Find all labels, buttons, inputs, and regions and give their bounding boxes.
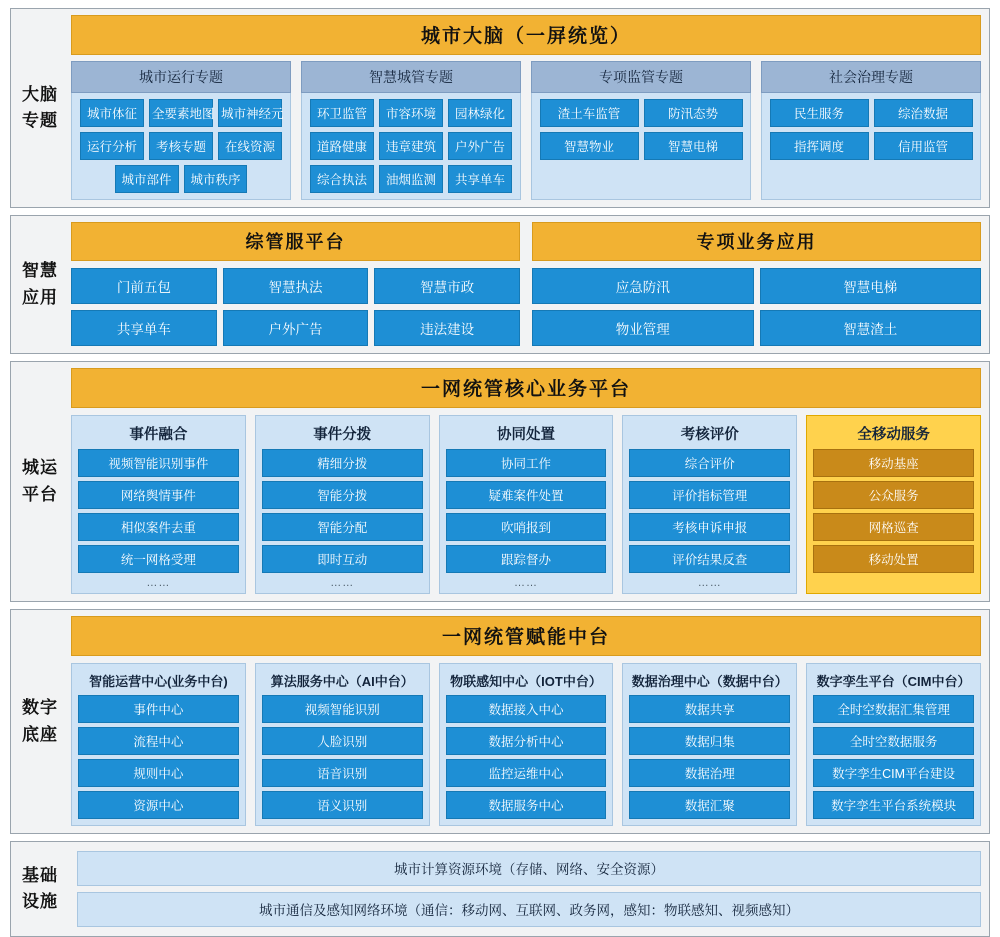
platform-chip[interactable]: 移动处置 bbox=[813, 545, 974, 573]
foundation-chip[interactable]: 语音识别 bbox=[262, 759, 423, 787]
foundation-chip[interactable]: 流程中心 bbox=[78, 727, 239, 755]
platform-more-indicator: …… bbox=[146, 577, 171, 589]
city-brain-title: 城市大脑（一屏统览） bbox=[71, 15, 981, 55]
platform-column-title: 事件融合 bbox=[129, 427, 188, 443]
platform-chip[interactable]: 评价结果反查 bbox=[629, 545, 790, 573]
platform-column-collaborative bbox=[439, 415, 614, 594]
platform-more-indicator: …… bbox=[513, 577, 538, 589]
brain-column-title[interactable]: 智慧城管专题 bbox=[301, 61, 521, 93]
brain-chip[interactable]: 道路健康 bbox=[310, 132, 374, 160]
core-platform-columns bbox=[71, 415, 981, 594]
brain-chip[interactable]: 园林绿化 bbox=[448, 99, 512, 127]
digital-foundation-title: 一网统管赋能中台 bbox=[71, 616, 981, 656]
band-label-line: 基础 bbox=[22, 865, 58, 885]
foundation-chip[interactable]: 数据接入中心 bbox=[446, 695, 607, 723]
digital-foundation-columns bbox=[71, 663, 981, 826]
platform-chip[interactable]: 视频智能识别事件 bbox=[78, 449, 239, 477]
foundation-column-title: 数据治理中心（数据中台） bbox=[631, 674, 788, 689]
platform-chip[interactable]: 综合评价 bbox=[629, 449, 790, 477]
brain-chip[interactable]: 综治数据 bbox=[874, 99, 973, 127]
brain-chip[interactable]: 油烟监测 bbox=[379, 165, 443, 193]
brain-chip[interactable]: 市容环境 bbox=[379, 99, 443, 127]
platform-chip[interactable]: 协同工作 bbox=[446, 449, 607, 477]
platform-chip[interactable]: 智能分拨 bbox=[262, 481, 423, 509]
app-chip[interactable]: 共享单车 bbox=[71, 310, 217, 346]
band-label-line: 专题 bbox=[22, 111, 58, 130]
app-chip[interactable]: 智慧市政 bbox=[374, 268, 520, 304]
band-digital-foundation bbox=[10, 609, 990, 834]
band-label-core-platform bbox=[11, 362, 69, 601]
foundation-column-title: 物联感知中心（IOT中台） bbox=[450, 674, 602, 689]
infrastructure-row[interactable]: 城市计算资源环境（存储、网络、安全资源） bbox=[77, 851, 981, 886]
band-core-platform bbox=[10, 361, 990, 602]
app-chip[interactable]: 门前五包 bbox=[71, 268, 217, 304]
platform-column-event-dispatch bbox=[255, 415, 430, 594]
brain-column-title[interactable]: 专项监管专题 bbox=[531, 61, 751, 93]
brain-chip[interactable]: 指挥调度 bbox=[770, 132, 869, 160]
brain-chip[interactable]: 综合执法 bbox=[310, 165, 374, 193]
platform-chip[interactable]: 智能分配 bbox=[262, 513, 423, 541]
foundation-chip[interactable]: 数据服务中心 bbox=[446, 791, 607, 819]
platform-column-mobile-services bbox=[806, 415, 981, 594]
platform-chip[interactable]: 吹哨报到 bbox=[446, 513, 607, 541]
band-body-core-platform bbox=[69, 362, 989, 601]
foundation-chip[interactable]: 全时空数据服务 bbox=[813, 727, 974, 755]
platform-more-indicator: …… bbox=[697, 577, 722, 589]
app-chip[interactable]: 智慧电梯 bbox=[760, 268, 982, 304]
band-infrastructure bbox=[10, 841, 990, 937]
smart-application-halves bbox=[71, 222, 981, 346]
foundation-chip[interactable]: 视频智能识别 bbox=[262, 695, 423, 723]
foundation-column-title: 智能运营中心(业务中台) bbox=[89, 674, 228, 689]
band-label-digital-foundation bbox=[11, 610, 69, 833]
platform-column-assessment bbox=[622, 415, 797, 594]
brain-chip[interactable]: 城市体征 bbox=[80, 99, 144, 127]
brain-chip[interactable]: 城市部件 bbox=[115, 165, 179, 193]
brain-chip[interactable]: 民生服务 bbox=[770, 99, 869, 127]
brain-chip[interactable]: 智慧电梯 bbox=[644, 132, 743, 160]
brain-chip[interactable]: 全要素地图 bbox=[149, 99, 213, 127]
app-chip[interactable]: 户外广告 bbox=[223, 310, 369, 346]
brain-column-items bbox=[301, 93, 521, 200]
band-label-line: 数字 bbox=[22, 698, 58, 718]
infrastructure-row[interactable]: 城市通信及感知网络环境（通信：移动网、互联网、政务网，感知：物联感知、视频感知） bbox=[77, 892, 981, 927]
platform-chip[interactable]: 相似案件去重 bbox=[78, 513, 239, 541]
foundation-chip[interactable]: 数字孪生CIM平台建设 bbox=[813, 759, 974, 787]
app-chip[interactable]: 智慧执法 bbox=[223, 268, 369, 304]
core-platform-title: 一网统管核心业务平台 bbox=[71, 368, 981, 408]
platform-more-indicator: …… bbox=[330, 577, 355, 589]
city-brain-columns bbox=[71, 61, 981, 200]
platform-chip[interactable]: 公众服务 bbox=[813, 481, 974, 509]
foundation-chip[interactable]: 数据共享 bbox=[629, 695, 790, 723]
band-label-city-brain bbox=[11, 9, 69, 207]
platform-chip[interactable]: 疑难案件处置 bbox=[446, 481, 607, 509]
platform-chip[interactable]: 跟踪督办 bbox=[446, 545, 607, 573]
band-city-brain bbox=[10, 8, 990, 208]
platform-column-title: 全移动服务 bbox=[857, 427, 930, 443]
band-label-line: 城运 bbox=[22, 458, 58, 478]
platform-chip[interactable]: 即时互动 bbox=[262, 545, 423, 573]
band-smart-applications bbox=[10, 215, 990, 354]
foundation-chip[interactable]: 事件中心 bbox=[78, 695, 239, 723]
band-label-line: 底座 bbox=[22, 724, 58, 744]
platform-column-title: 协同处置 bbox=[496, 427, 555, 443]
brain-chip[interactable]: 考核专题 bbox=[149, 132, 213, 160]
foundation-column-iot-middle bbox=[439, 663, 614, 826]
app-chip[interactable]: 智慧渣土 bbox=[760, 310, 982, 346]
app-half-title: 综管服平台 bbox=[71, 222, 520, 261]
band-body-digital-foundation bbox=[69, 610, 989, 833]
platform-chip[interactable]: 统一网格受理 bbox=[78, 545, 239, 573]
band-label-smart-applications bbox=[11, 216, 69, 353]
app-chip[interactable]: 应急防汛 bbox=[532, 268, 754, 304]
brain-column bbox=[71, 61, 291, 200]
foundation-chip[interactable]: 数字孪生平台系统模块 bbox=[813, 791, 974, 819]
brain-column-items bbox=[71, 93, 291, 200]
foundation-chip[interactable]: 数据汇聚 bbox=[629, 791, 790, 819]
app-half-title: 专项业务应用 bbox=[532, 222, 981, 261]
brain-chip[interactable]: 智慧物业 bbox=[540, 132, 639, 160]
foundation-chip[interactable]: 语义识别 bbox=[262, 791, 423, 819]
foundation-chip[interactable]: 全时空数据汇集管理 bbox=[813, 695, 974, 723]
foundation-column-title: 数字孪生平台（CIM中台） bbox=[816, 674, 971, 689]
brain-column-items bbox=[761, 93, 981, 200]
app-half-special bbox=[532, 222, 981, 346]
foundation-chip[interactable]: 资源中心 bbox=[78, 791, 239, 819]
brain-chip[interactable]: 环卫监管 bbox=[310, 99, 374, 127]
foundation-chip[interactable]: 规则中心 bbox=[78, 759, 239, 787]
foundation-chip[interactable]: 监控运维中心 bbox=[446, 759, 607, 787]
foundation-chip[interactable]: 数据治理 bbox=[629, 759, 790, 787]
brain-column-title[interactable]: 社会治理专题 bbox=[761, 61, 981, 93]
brain-column bbox=[531, 61, 751, 200]
brain-column bbox=[761, 61, 981, 200]
app-half-comprehensive bbox=[71, 222, 520, 346]
foundation-column-data-middle bbox=[622, 663, 797, 826]
brain-chip[interactable]: 户外广告 bbox=[448, 132, 512, 160]
band-body-smart-applications bbox=[69, 216, 989, 353]
platform-chip[interactable]: 考核申诉申报 bbox=[629, 513, 790, 541]
band-body-city-brain bbox=[69, 9, 989, 207]
band-label-line: 大脑 bbox=[22, 84, 58, 104]
band-label-line: 平台 bbox=[22, 484, 58, 504]
foundation-column-ai-middle bbox=[255, 663, 430, 826]
band-label-line: 应用 bbox=[22, 287, 58, 307]
foundation-column-title: 算法服务中心（AI中台） bbox=[270, 674, 414, 689]
band-label-line: 设施 bbox=[22, 892, 58, 911]
app-chip[interactable]: 物业管理 bbox=[532, 310, 754, 346]
platform-column-title: 事件分拨 bbox=[313, 427, 372, 443]
foundation-column-business-middle bbox=[71, 663, 246, 826]
brain-chip[interactable]: 城市秩序 bbox=[184, 165, 248, 193]
foundation-chip[interactable]: 数据分析中心 bbox=[446, 727, 607, 755]
platform-chip[interactable]: 移动基座 bbox=[813, 449, 974, 477]
app-half-items bbox=[71, 268, 520, 346]
foundation-column-cim-middle bbox=[806, 663, 981, 826]
platform-chip[interactable]: 精细分拨 bbox=[262, 449, 423, 477]
brain-chip[interactable]: 共享单车 bbox=[448, 165, 512, 193]
foundation-chip[interactable]: 数据归集 bbox=[629, 727, 790, 755]
platform-chip[interactable]: 网格巡查 bbox=[813, 513, 974, 541]
platform-column-title: 考核评价 bbox=[680, 427, 739, 443]
foundation-chip[interactable]: 人脸识别 bbox=[262, 727, 423, 755]
brain-column bbox=[301, 61, 521, 200]
brain-column-items bbox=[531, 93, 751, 200]
platform-column-event-fusion bbox=[71, 415, 246, 594]
band-label-infrastructure bbox=[11, 842, 69, 936]
platform-chip[interactable]: 评价指标管理 bbox=[629, 481, 790, 509]
band-body-infrastructure bbox=[69, 842, 989, 936]
brain-chip[interactable]: 防汛态势 bbox=[644, 99, 743, 127]
app-half-items bbox=[532, 268, 981, 346]
band-label-line: 智慧 bbox=[22, 261, 58, 281]
brain-chip[interactable]: 在线资源 bbox=[218, 132, 282, 160]
brain-chip[interactable]: 城市神经元 bbox=[218, 99, 282, 127]
brain-chip[interactable]: 信用监管 bbox=[874, 132, 973, 160]
brain-column-title[interactable]: 城市运行专题 bbox=[71, 61, 291, 93]
brain-chip[interactable]: 运行分析 bbox=[80, 132, 144, 160]
brain-chip[interactable]: 违章建筑 bbox=[379, 132, 443, 160]
infrastructure-rows bbox=[77, 848, 981, 930]
platform-more-indicator bbox=[813, 577, 974, 578]
platform-chip[interactable]: 网络舆情事件 bbox=[78, 481, 239, 509]
app-chip[interactable]: 违法建设 bbox=[374, 310, 520, 346]
brain-chip[interactable]: 渣土车监管 bbox=[540, 99, 639, 127]
